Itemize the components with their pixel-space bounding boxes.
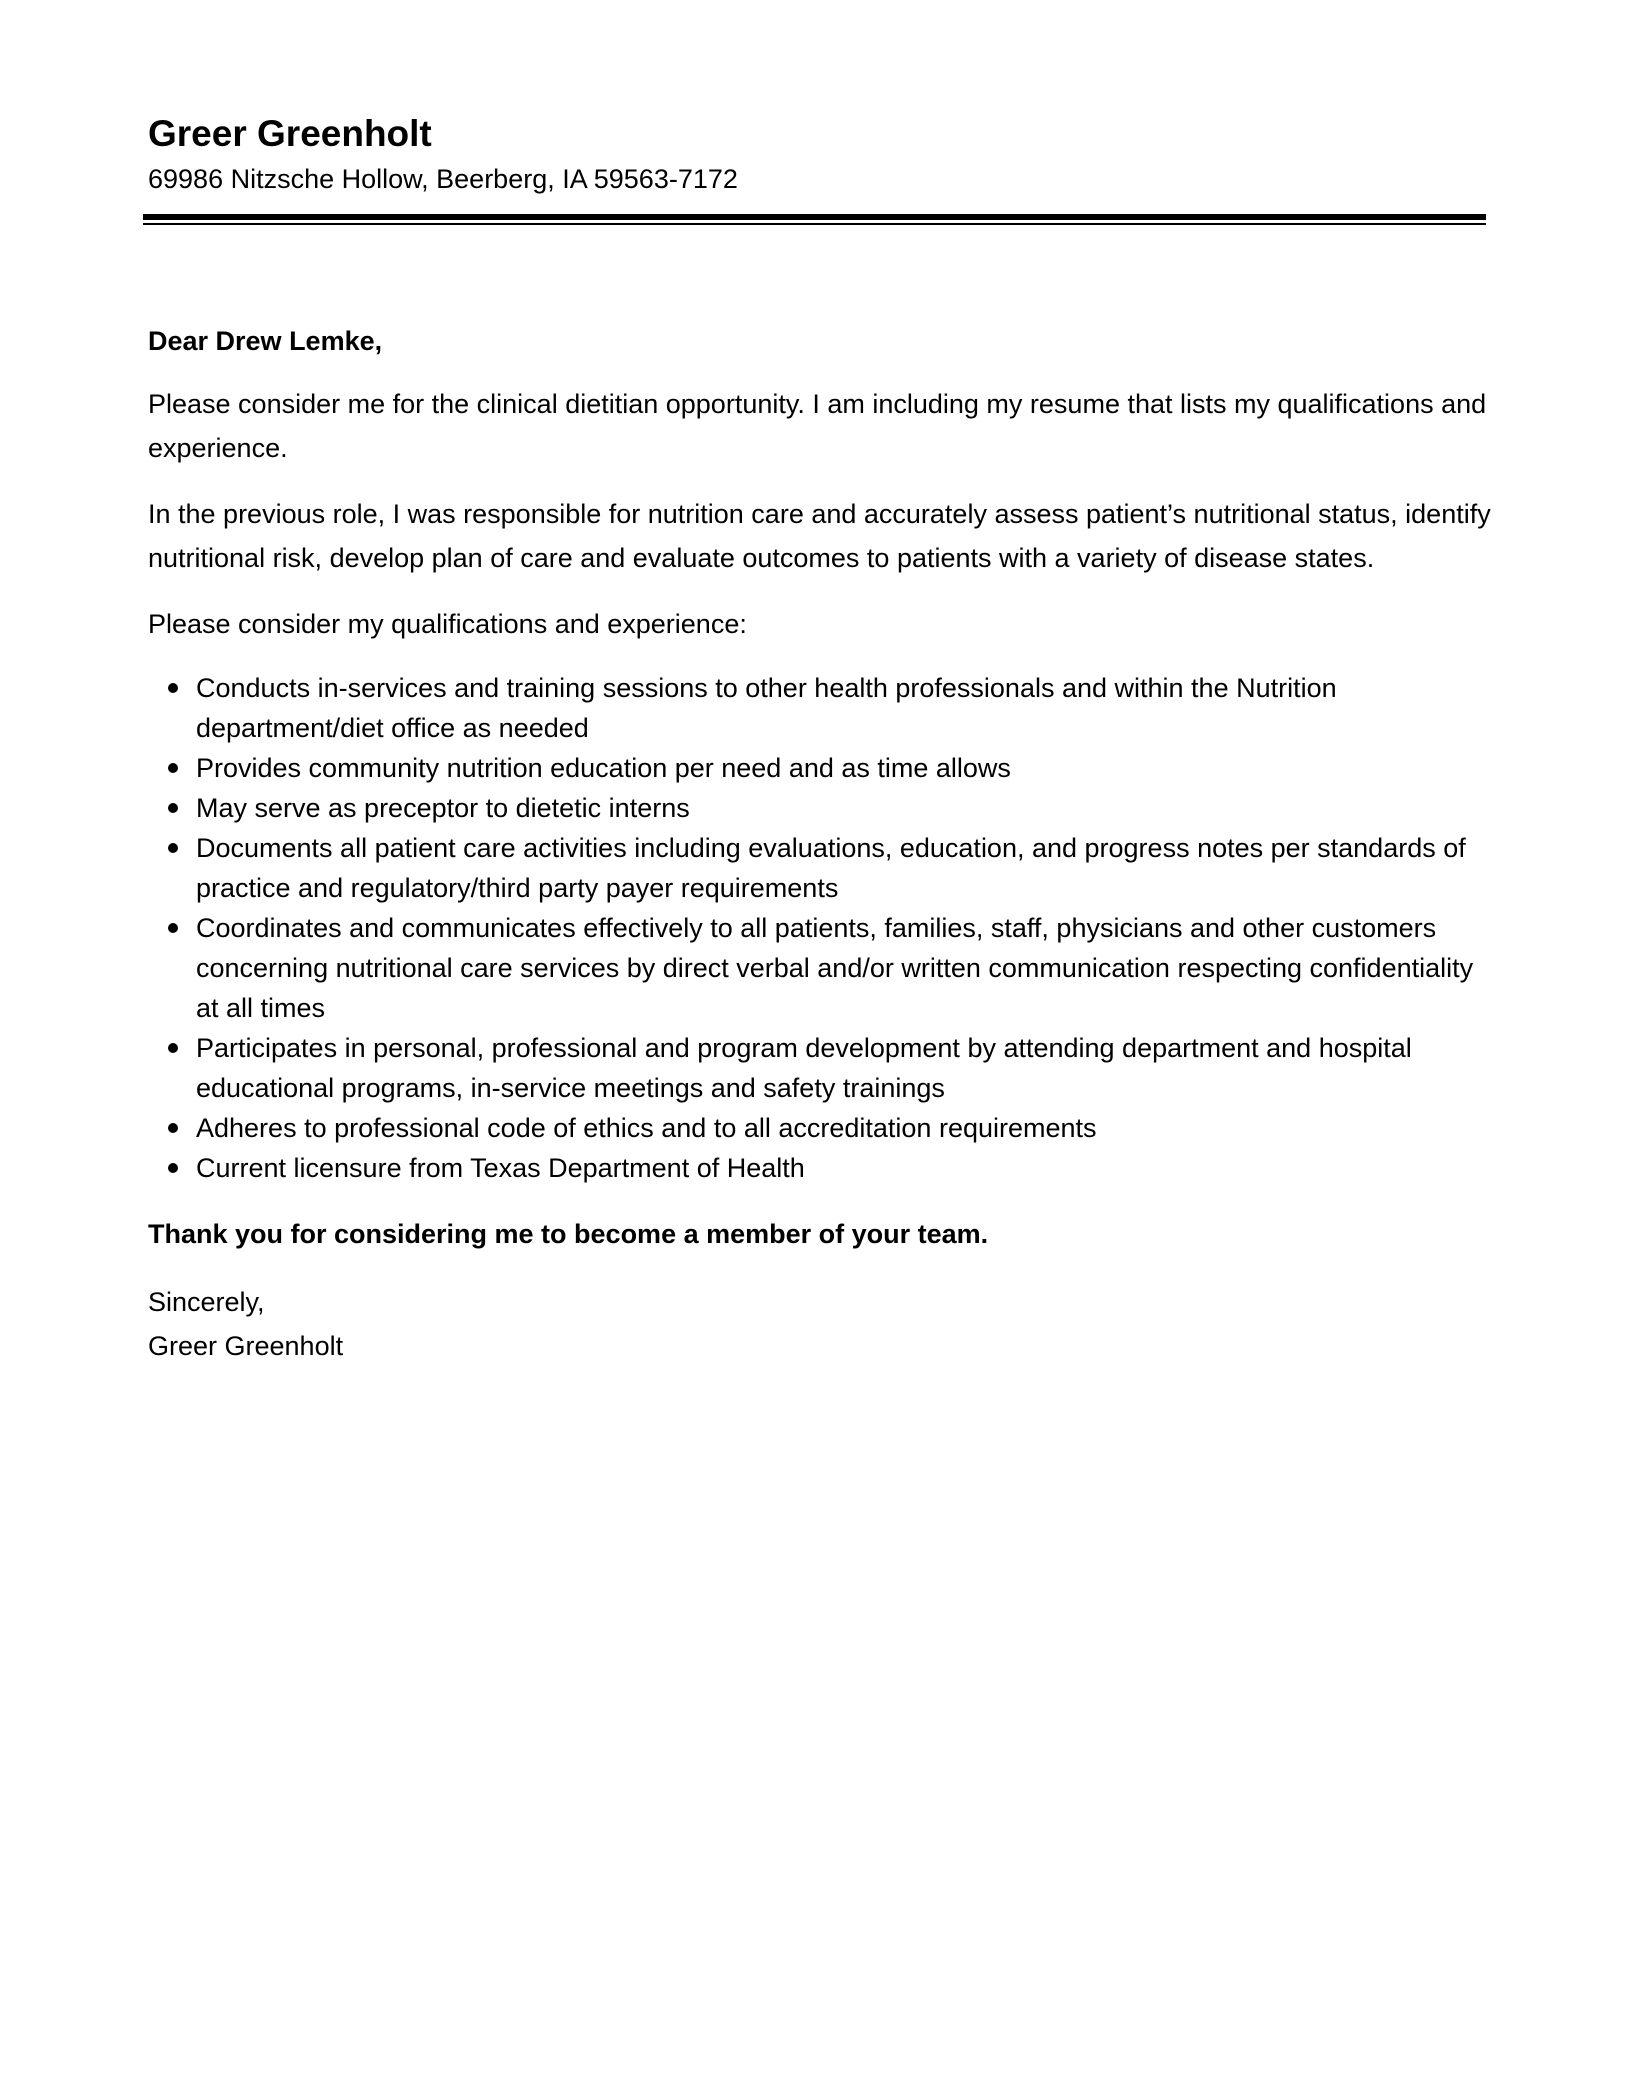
bullet-icon bbox=[168, 803, 178, 813]
list-item bbox=[148, 668, 1493, 748]
sender-address: 69986 Nitzsche Hollow, Beerberg, IA 59563-7172 bbox=[148, 164, 738, 194]
sender-name: Greer Greenholt bbox=[148, 113, 432, 154]
signoff: Sincerely, bbox=[148, 1287, 265, 1317]
list-item bbox=[148, 1108, 1493, 1148]
bullet-icon bbox=[168, 923, 178, 933]
list-item bbox=[148, 908, 1493, 1028]
bullet-icon bbox=[168, 1043, 178, 1053]
bullet-icon bbox=[168, 683, 178, 693]
letter-header bbox=[148, 110, 1488, 198]
bullet-icon bbox=[168, 1123, 178, 1133]
list-item bbox=[148, 1028, 1493, 1108]
header-divider-thick bbox=[143, 214, 1486, 220]
list-item bbox=[148, 1148, 1493, 1188]
experience-paragraph: In the previous role, I was responsible for nutrition care and accurately assess patient’s nutritional status, identify nutritional risk, develop plan of care and evaluate outcomes to patients with a variety of disease states. bbox=[148, 499, 1491, 573]
bullet-icon bbox=[168, 1163, 178, 1173]
list-item-text: May serve as preceptor to dietetic interns bbox=[196, 793, 690, 823]
letter-body bbox=[148, 322, 1493, 1368]
list-item bbox=[148, 788, 1493, 828]
bullet-icon bbox=[168, 843, 178, 853]
list-item bbox=[148, 748, 1493, 788]
closing-statement: Thank you for considering me to become a member of your team. bbox=[148, 1219, 989, 1249]
signature-name: Greer Greenholt bbox=[148, 1331, 344, 1361]
list-item-text: Conducts in-services and training sessions to other health professionals and within the Nutrition department/diet office as needed bbox=[196, 673, 1337, 743]
header-divider-thin bbox=[143, 223, 1486, 225]
list-item-text: Coordinates and communicates effectively to all patients, families, staff, physicians and other customers concerning nutritional care services by direct verbal and/or written communication respecting confidentiality at all times bbox=[196, 913, 1474, 1023]
list-item-text: Documents all patient care activities including evaluations, education, and progress notes per standards of practice and regulatory/third party payer requirements bbox=[196, 833, 1466, 903]
intro-paragraph: Please consider me for the clinical dietitian opportunity. I am including my resume that lists my qualifications and experience. bbox=[148, 389, 1487, 463]
qualifications-list bbox=[148, 668, 1493, 1188]
list-item-text: Adheres to professional code of ethics and to all accreditation requirements bbox=[196, 1113, 1097, 1143]
list-item-text: Participates in personal, professional and program development by attending department and hospital educational programs, in-service meetings and safety trainings bbox=[196, 1033, 1412, 1103]
list-item bbox=[148, 828, 1493, 908]
list-item-text: Provides community nutrition education per need and as time allows bbox=[196, 753, 1011, 783]
bullet-icon bbox=[168, 763, 178, 773]
list-item-text: Current licensure from Texas Department of Health bbox=[196, 1153, 805, 1183]
qualifications-lead: Please consider my qualifications and experience: bbox=[148, 609, 747, 639]
salutation: Dear Drew Lemke, bbox=[148, 326, 383, 356]
